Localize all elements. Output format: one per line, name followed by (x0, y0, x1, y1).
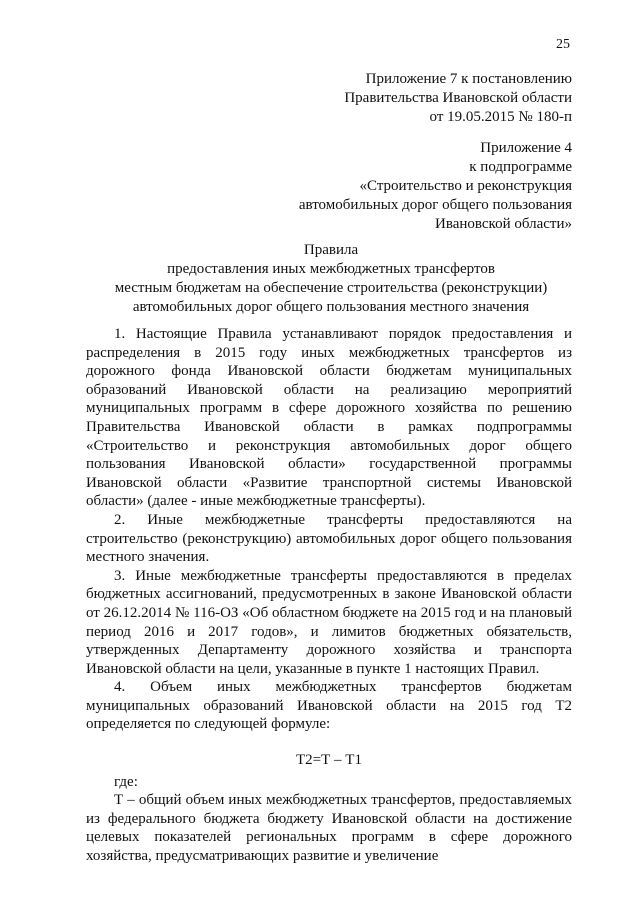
title-line: местным бюджетам на обеспечение строительства (реконструкции) (114, 280, 548, 296)
appendix-4-line: Ивановской области» (435, 216, 572, 232)
paragraph-4: 4. Объем иных межбюджетных трансфертов бюджетам муниципальных образований Ивановской области на 2015 год Т2 определяется по следующей формуле: (86, 679, 572, 733)
appendix-4-header (0, 139, 572, 234)
title-heading: Правила (303, 242, 359, 258)
appendix-4-line: «Строительство и реконструкция (359, 178, 572, 194)
appendix-7-line: от 19.05.2015 № 180-п (429, 109, 572, 125)
document-title (80, 241, 582, 317)
appendix-7-line: Правительства Ивановской области (344, 90, 572, 106)
page-number: 25 (556, 37, 570, 52)
appendix-7-header (0, 70, 572, 127)
formula: Т2=Т – Т1 (296, 752, 362, 769)
title-line: автомобильных дорог общего пользования местного значения (132, 299, 530, 315)
where-label: где: (114, 773, 138, 790)
paragraph-1: 1. Настоящие Правила устанавливают порядок предоставления и распределения в 2015 году иных межбюджетных трансфертов из дорожного фонда Ивановской области бюджетам муниципальных образований Ивановской области на реализацию мероприятий муниципальных программ в сфере дорожного хозяйства по решению Правительства Ивановской области в рамках подпрограммы «Строительство и реконструкция автомобильных дорог общего пользования Ивановской области» государственной программы Ивановской области «Развитие транспортной системы Ивановской области» (далее - иные межбюджетные трансферты). (86, 326, 572, 510)
paragraph-3: 3. Иные межбюджетные трансферты предоставляются в пределах бюджетных ассигнований, предусмотренных в законе Ивановской области от 26.12.2014 № 116-ОЗ «Об областном бюджете на 2015 год и на плановый период 2016 и 2017 годов», и лимитов бюджетных обязательств, утвержденных Департаменту дорожного хозяйства и транспорта Ивановской области на цели, указанные в пункте 1 настоящих Правил. (86, 567, 572, 677)
document-body (86, 325, 572, 866)
definition-t: Т – общий объем иных межбюджетных трансфертов, предоставляемых из федерального бюджета бюджету Ивановской области на достижение целевых показателей региональных программ в сфере дорожного хозяйства, предусматривающих развитие и увеличение (86, 792, 572, 865)
appendix-4-line: Приложение 4 (480, 140, 572, 156)
appendix-7-line: Приложение 7 к постановлению (365, 71, 572, 87)
title-line: предоставления иных межбюджетных трансфертов (167, 261, 495, 277)
appendix-4-line: к подпрограмме (469, 159, 572, 175)
paragraph-2: 2. Иные межбюджетные трансферты предоставляются на строительство (реконструкцию) автомобильных дорог общего пользования местного значения. (86, 511, 572, 566)
appendix-4-line: автомобильных дорог общего пользования (298, 197, 572, 213)
